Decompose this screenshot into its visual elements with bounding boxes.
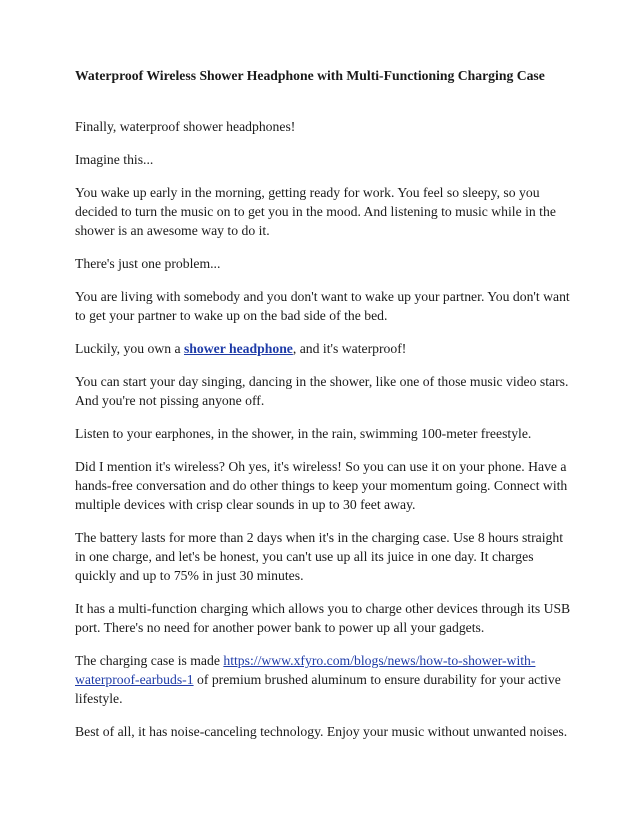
- document-title: Waterproof Wireless Shower Headphone with Multi-Functioning Charging Case: [75, 68, 545, 83]
- article-url-link[interactable]: https://www.xfyro.com/blogs/news/how-to-shower-with-waterproof-earbuds-1: [75, 653, 536, 687]
- paragraph-singing: You can start your day singing, dancing in the shower, like one of those music video stars. And you're not pissing anyone off.: [75, 374, 569, 408]
- document-page: [75, 66, 573, 755]
- paragraph-charging-case-before: The charging case is made: [75, 653, 224, 668]
- paragraph-charging-case-after: of premium brushed aluminum to ensure durability for your active lifestyle.: [75, 672, 561, 706]
- paragraph-noise-canceling: Best of all, it has noise-canceling technology. Enjoy your music without unwanted noises.: [75, 724, 568, 739]
- paragraph-imagine: Imagine this...: [75, 152, 154, 167]
- paragraph-partner: You are living with somebody and you don't want to wake up your partner. You don't want to get your partner to wake up on the bad side of the bed.: [75, 289, 570, 323]
- paragraph-luckily: [75, 339, 573, 358]
- paragraph-charging-case: [75, 651, 573, 708]
- paragraph-listen: Listen to your earphones, in the shower, in the rain, swimming 100-meter freestyle.: [75, 426, 532, 441]
- shower-headphone-link[interactable]: shower headphone: [183, 341, 293, 356]
- paragraph-battery: The battery lasts for more than 2 days when it's in the charging case. Use 8 hours straight in one charge, and let's be honest, you can't use up all its juice in one day. It charges quickly and up to 75% in just 30 minutes.: [75, 530, 563, 583]
- paragraph-morning: You wake up early in the morning, getting ready for work. You feel so sleepy, so you decided to turn the music on to get you in the mood. And listening to music while in the shower is an awesome way to do it.: [75, 185, 556, 238]
- paragraph-wireless: Did I mention it's wireless? Oh yes, it's wireless! So you can use it on your phone. Have a hands-free conversation and do other things to keep your momentum going. Connect with multiple devices with crisp clear sounds in up to 30 feet away.: [75, 459, 568, 512]
- paragraph-luckily-after: , and it's waterproof!: [292, 341, 407, 356]
- paragraph-problem: There's just one problem...: [75, 256, 221, 271]
- paragraph-luckily-before: Luckily, you own a: [75, 341, 184, 356]
- paragraph-multifunction: It has a multi-function charging which allows you to charge other devices through its USB port. There's no need for another power bank to power up all your gadgets.: [75, 601, 571, 635]
- paragraph-intro: Finally, waterproof shower headphones!: [75, 119, 296, 134]
